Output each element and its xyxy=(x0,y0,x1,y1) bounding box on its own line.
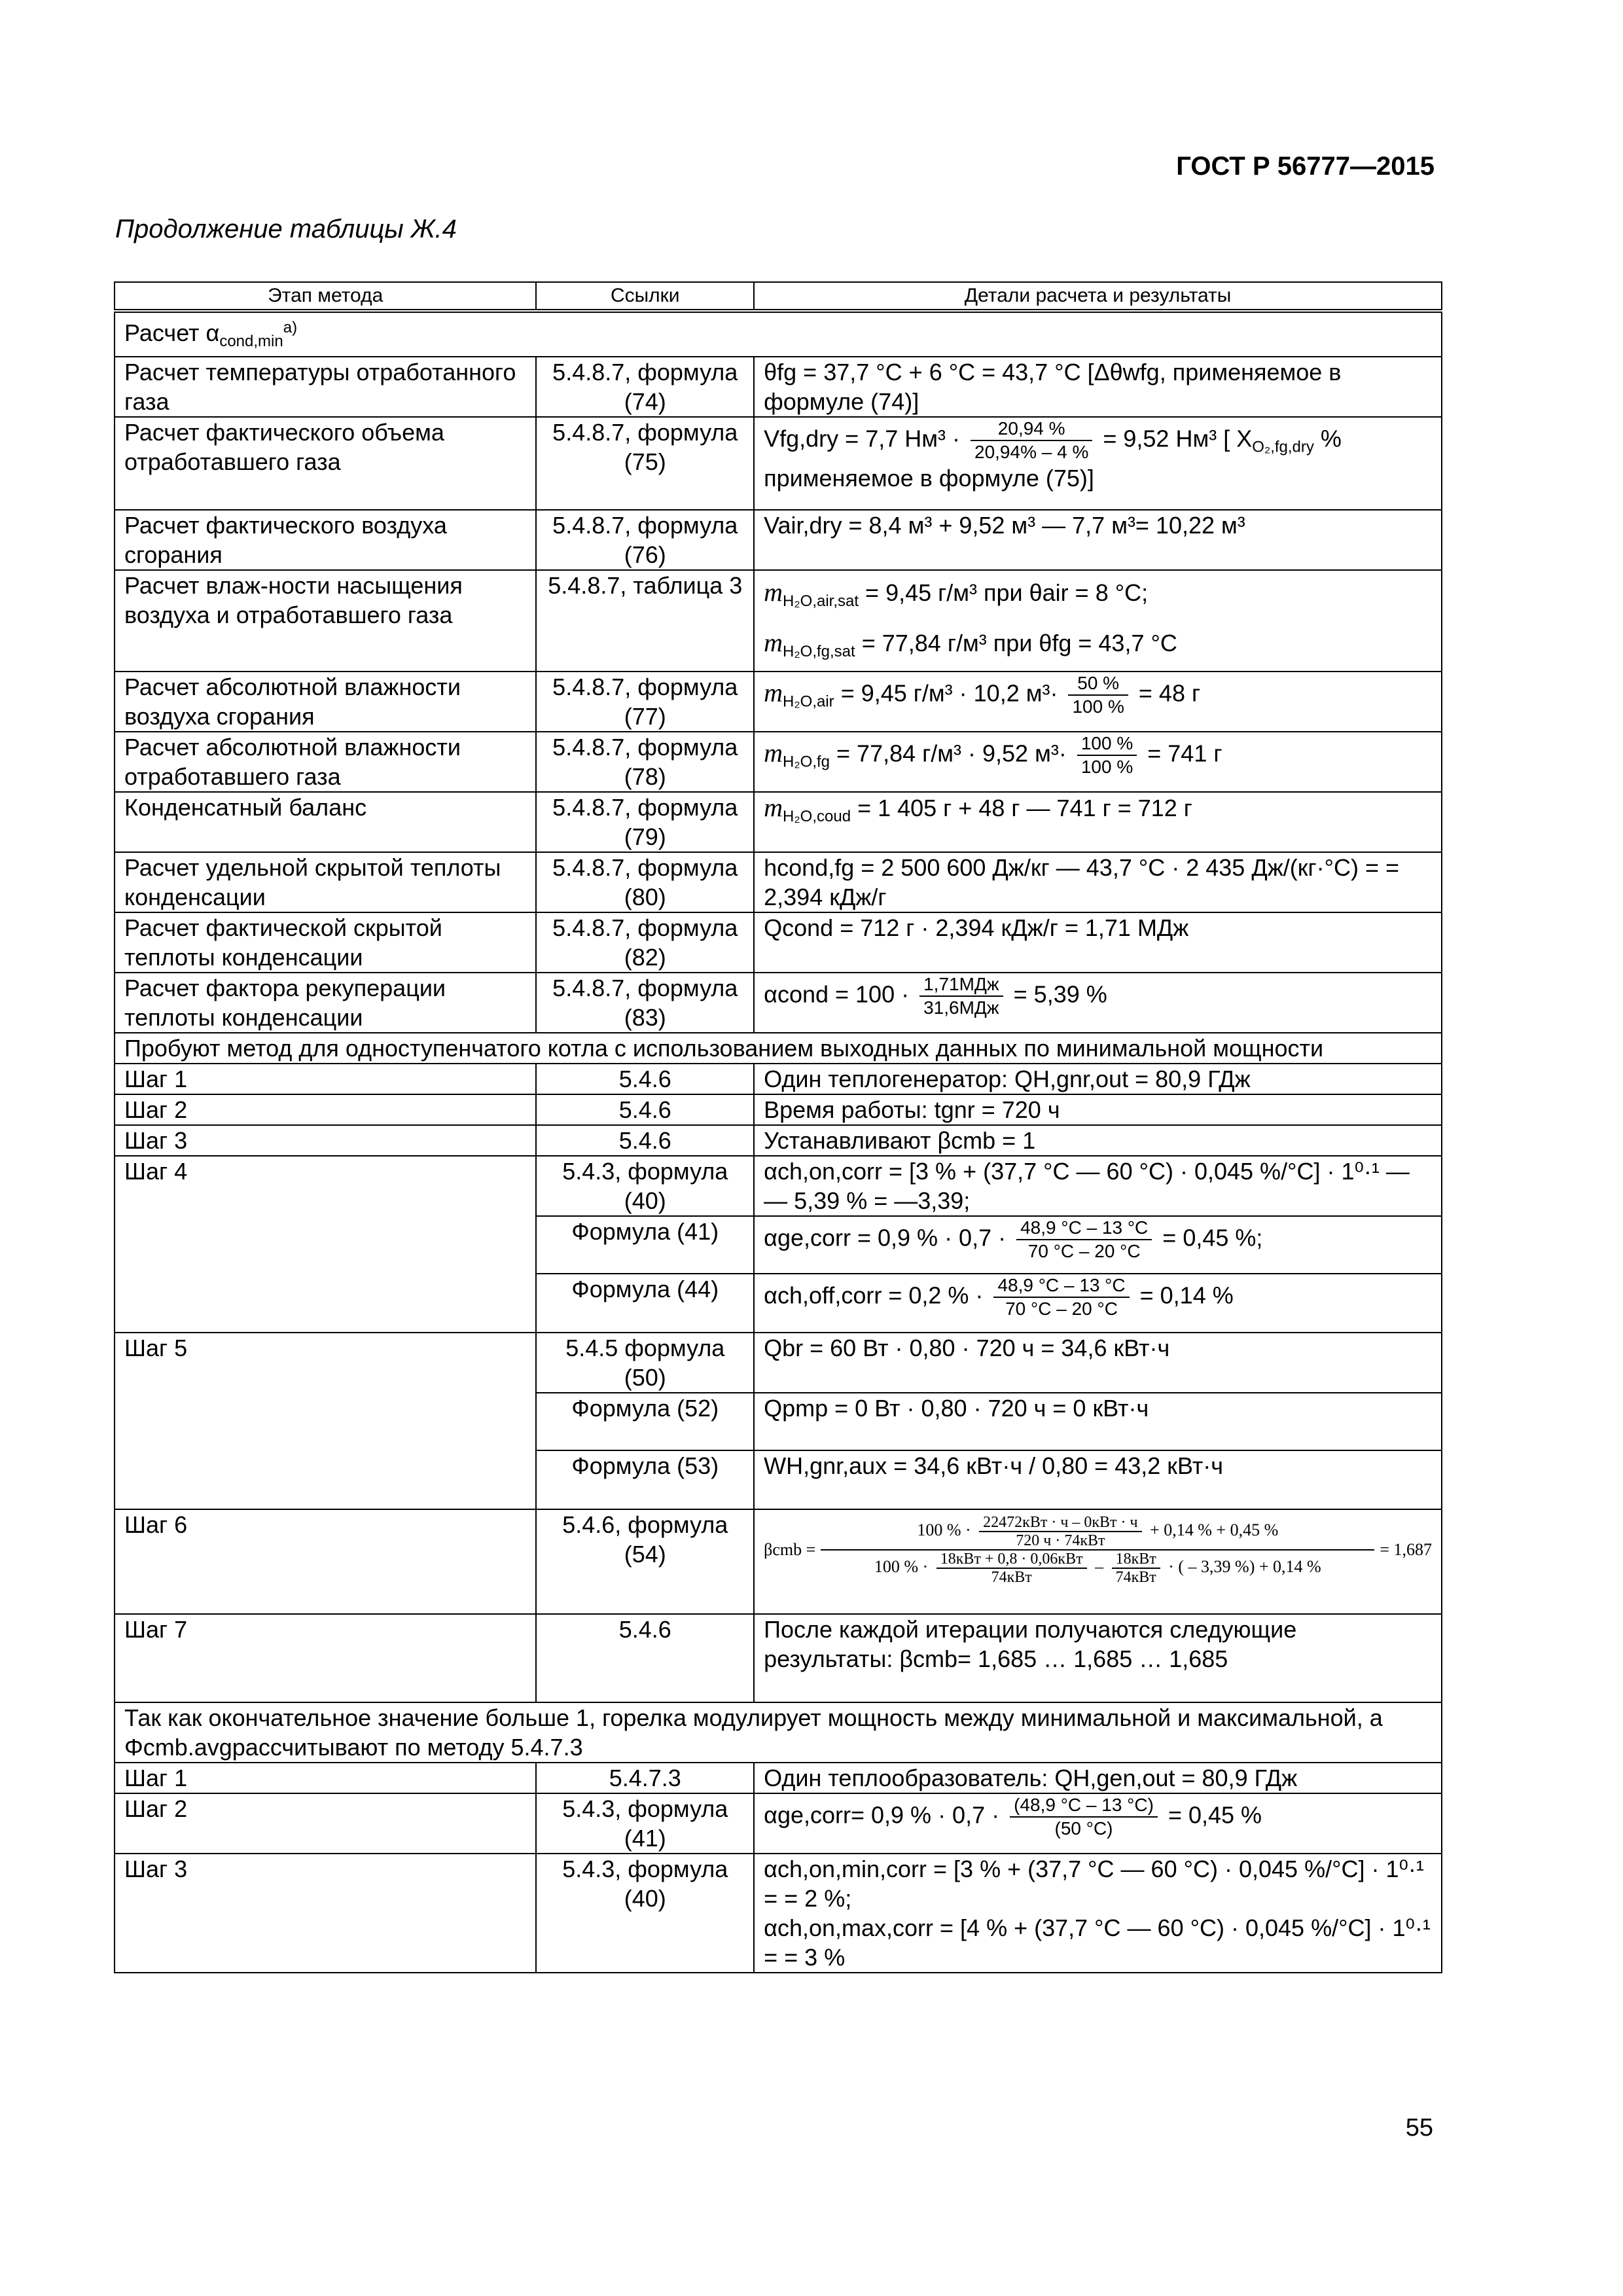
details-cell xyxy=(754,1216,1442,1274)
formula-text: · ( – 3,39 %) + 0,14 % xyxy=(1168,1557,1321,1577)
denominator: (50 °С) xyxy=(1054,1818,1113,1839)
numerator: 20,94 % xyxy=(971,418,1092,441)
reference-cell: 5.4.8.7, формула (78) xyxy=(536,732,754,792)
table-row xyxy=(115,792,1442,852)
step-cell: Шаг 7 xyxy=(115,1614,536,1702)
formula-text: 100 % · xyxy=(874,1557,929,1577)
denominator: 74кВт xyxy=(1115,1569,1156,1587)
section-row xyxy=(115,1702,1442,1763)
step-cell: Шаг 3 xyxy=(115,1125,536,1156)
formula-text: + 0,14 % + 0,45 % xyxy=(1150,1520,1279,1540)
table-row xyxy=(115,357,1442,417)
formula-sub: H₂O,fg xyxy=(783,753,830,771)
fraction xyxy=(821,1514,1374,1586)
details-cell xyxy=(754,1509,1442,1614)
table-row xyxy=(115,672,1442,732)
details-cell: Qpmp = 0 Вт · 0,80 · 720 ч = 0 кВт·ч xyxy=(754,1393,1442,1450)
column-header: Ссылки xyxy=(536,282,754,311)
denominator: 720 ч · 74кВт xyxy=(1016,1532,1105,1550)
formula-text: % xyxy=(1320,425,1342,452)
section-title: Так как окончательное значение больше 1, горелка модулирует мощность между минимальной и максимальной, а Φcmb.avgрассчитывают по методу 5.4.7.3 xyxy=(115,1702,1442,1763)
step-cell: Расчет фактора рекуперации теплоты конденсации xyxy=(115,973,536,1033)
denominator: 31,6МДж xyxy=(923,997,999,1018)
column-header: Этап метода xyxy=(115,282,536,311)
reference-cell: 5.4.6 xyxy=(536,1614,754,1702)
formula-text: = 9,45 г/м³ при θair = 8 °С; xyxy=(865,579,1149,607)
numerator: (48,9 °С – 13 °С) xyxy=(1010,1794,1158,1818)
fraction xyxy=(993,1274,1129,1320)
formula-sub: H₂O,fg,sat xyxy=(783,643,855,661)
table-row xyxy=(115,852,1442,912)
step-cell: Расчет влаж-ности насыщения воздуха и отработавшего газа xyxy=(115,570,536,672)
details-cell xyxy=(754,672,1442,732)
step-cell: Шаг 5 xyxy=(115,1333,536,1509)
table-row xyxy=(115,1094,1442,1125)
formula-text: = 0,45 % xyxy=(1168,1801,1262,1829)
formula-text: = 0,14 % xyxy=(1139,1282,1234,1309)
details-cell xyxy=(754,417,1442,510)
formula-text: = 77,84 г/м³ · 9,52 м³· xyxy=(836,740,1067,767)
table-row xyxy=(115,570,1442,672)
column-header: Детали расчета и результаты xyxy=(754,282,1442,311)
section-title-sub: cond,min xyxy=(219,332,283,351)
denominator: 20,94% – 4 % xyxy=(974,442,1089,463)
table-row xyxy=(115,1125,1442,1156)
details-cell xyxy=(754,570,1442,672)
reference-cell: Формула (53) xyxy=(536,1450,754,1509)
reference-cell: 5.4.3, формула (40) xyxy=(536,1156,754,1216)
details-cell: Время работы: tgnr = 720 ч xyxy=(754,1094,1442,1125)
formula-text: = 9,52 Нм³ [ X xyxy=(1103,425,1253,452)
reference-cell: 5.4.6 xyxy=(536,1064,754,1094)
numerator: 50 % xyxy=(1068,672,1128,696)
formula-text: αch,on,min,corr = [3 % + (37,7 °С — 60 °С) · 0,045 %/°С] · 1⁰·¹ = = 2 %; xyxy=(764,1856,1424,1912)
step-cell: Конденсатный баланс xyxy=(115,792,536,852)
formula-text: 100 % · xyxy=(917,1520,971,1540)
reference-cell: Формула (52) xyxy=(536,1393,754,1450)
details-cell xyxy=(754,792,1442,852)
step-cell: Расчет удельной скрытой теплоты конденсации xyxy=(115,852,536,912)
step-cell: Шаг 3 xyxy=(115,1854,536,1973)
fraction xyxy=(971,418,1092,463)
formula-text: = 77,84 г/м³ при θfg = 43,7 °С xyxy=(861,630,1177,657)
formula-text: αge,corr= 0,9 % · 0,7 · xyxy=(764,1801,1000,1829)
section-title: Расчет α xyxy=(124,319,220,346)
denominator: 70 °С – 20 °С xyxy=(1027,1241,1141,1262)
math-symbol: m xyxy=(764,738,783,768)
reference-cell: 5.4.8.7, формула (83) xyxy=(536,973,754,1033)
formula-sub: H₂O,air,sat xyxy=(783,592,859,611)
numerator xyxy=(821,1514,1374,1551)
numerator: 18кВт + 0,8 · 0,06кВт xyxy=(936,1551,1087,1569)
step-cell: Расчет абсолютной влажности отработавшего газа xyxy=(115,732,536,792)
step-cell: Шаг 1 xyxy=(115,1763,536,1793)
details-cell: Qbr = 60 Вт · 0,80 · 720 ч = 34,6 кВт·ч xyxy=(754,1333,1442,1393)
step-cell: Шаг 2 xyxy=(115,1094,536,1125)
details-cell xyxy=(754,1793,1442,1854)
table-row xyxy=(115,1763,1442,1793)
step-cell: Расчет фактической скрытой теплоты конденсации xyxy=(115,912,536,973)
page-number: 55 xyxy=(1405,2114,1433,2142)
calculation-table xyxy=(114,281,1442,1973)
table-row xyxy=(115,1064,1442,1094)
formula-text: = 5,39 % xyxy=(1013,980,1107,1008)
reference-cell: 5.4.8.7, формула (82) xyxy=(536,912,754,973)
denominator: 100 % xyxy=(1072,696,1124,717)
table-header-row xyxy=(115,282,1442,311)
reference-cell: Формула (44) xyxy=(536,1274,754,1333)
details-cell xyxy=(754,732,1442,792)
formula-sub: H₂O,air xyxy=(783,692,834,711)
document-code: ГОСТ Р 56777—2015 xyxy=(1176,152,1435,181)
table-row xyxy=(115,1333,1442,1393)
details-cell xyxy=(754,1854,1442,1973)
step-cell: Расчет температуры отработанного газа xyxy=(115,357,536,417)
numerator: 22472кВт · ч – 0кВт · ч xyxy=(979,1514,1141,1532)
section-title: Пробуют метод для одноступенчатого котла с использованием выходных данных по минимальной мощности xyxy=(115,1033,1442,1064)
reference-cell: 5.4.8.7, формула (77) xyxy=(536,672,754,732)
fraction xyxy=(1077,732,1137,778)
formula-sub: H₂O,coud xyxy=(783,808,851,826)
details-cell: Qcond = 712 г · 2,394 кДж/г = 1,71 МДж xyxy=(754,912,1442,973)
numerator: 48,9 °С – 13 °С xyxy=(993,1274,1129,1298)
fraction xyxy=(919,973,1003,1019)
step-cell: Шаг 1 xyxy=(115,1064,536,1094)
formula-text: αcond = 100 · xyxy=(764,980,910,1008)
math-symbol: m xyxy=(764,577,783,607)
beta-formula xyxy=(764,1510,1432,1590)
fraction xyxy=(1016,1217,1152,1263)
formula-text: Vfg,dry = 7,7 Нм³ · xyxy=(764,425,960,452)
reference-cell: 5.4.8.7, формула (74) xyxy=(536,357,754,417)
table-row xyxy=(115,1614,1442,1702)
formula-text: = 1 405 г + 48 г — 741 г = 712 г xyxy=(857,795,1192,822)
table-row xyxy=(115,1156,1442,1216)
details-cell: WH,gnr,aux = 34,6 кВт·ч / 0,80 = 43,2 кВт·ч xyxy=(754,1450,1442,1509)
formula-text: – xyxy=(1095,1557,1104,1577)
details-cell: Один теплообразователь: QH,gen,out = 80,9 ГДж xyxy=(754,1763,1442,1793)
formula-text: = 48 г xyxy=(1138,679,1201,707)
formula-sub: O₂,fg,dry xyxy=(1252,438,1314,456)
details-cell: αch,on,corr = [3 % + (37,7 °С — 60 °С) · 0,045 %/°С] · 1⁰·¹ — — 5,39 % = —3,39; xyxy=(754,1156,1442,1216)
step-cell: Расчет фактического объема отработавшего газа xyxy=(115,417,536,510)
numerator: 18кВт xyxy=(1112,1551,1160,1569)
math-symbol: m xyxy=(764,793,783,823)
reference-cell: 5.4.6 xyxy=(536,1094,754,1125)
section-row xyxy=(115,311,1442,357)
formula-text: применяемое в формуле (75)] xyxy=(764,465,1094,492)
reference-cell: 5.4.5 формула (50) xyxy=(536,1333,754,1393)
step-cell: Расчет фактического воздуха сгорания xyxy=(115,510,536,570)
reference-cell: 5.4.6 xyxy=(536,1125,754,1156)
formula-text: = 9,45 г/м³ · 10,2 м³· xyxy=(840,679,1058,707)
denominator: 74кВт xyxy=(991,1569,1032,1587)
table-caption: Продолжение таблицы Ж.4 xyxy=(115,215,457,243)
reference-cell: 5.4.3, формула (41) xyxy=(536,1793,754,1854)
fraction xyxy=(1068,672,1128,718)
reference-cell: Формула (41) xyxy=(536,1216,754,1274)
denominator: 70 °С – 20 °С xyxy=(1005,1299,1118,1319)
reference-cell: 5.4.7.3 xyxy=(536,1763,754,1793)
table-row xyxy=(115,417,1442,510)
denominator: 100 % xyxy=(1080,757,1133,778)
numerator: 1,71МДж xyxy=(919,973,1003,997)
formula-text: αch,on,max,corr = [4 % + (37,7 °С — 60 °С) · 0,045 %/°С] · 1⁰·¹ = = 3 % xyxy=(764,1914,1431,1971)
details-cell: Устанавливают βcmb = 1 xyxy=(754,1125,1442,1156)
reference-cell: 5.4.3, формула (40) xyxy=(536,1854,754,1973)
table-row xyxy=(115,732,1442,792)
table-row xyxy=(115,1854,1442,1973)
formula-text: = 1,687 xyxy=(1380,1540,1432,1560)
formula-text: = 0,45 %; xyxy=(1162,1224,1263,1251)
footnote-mark: a) xyxy=(283,319,298,336)
fraction xyxy=(1010,1794,1158,1840)
details-cell xyxy=(754,1274,1442,1333)
fraction xyxy=(979,1514,1141,1549)
step-cell: Расчет абсолютной влажности воздуха сгорания xyxy=(115,672,536,732)
reference-cell: 5.4.8.7, таблица 3 xyxy=(536,570,754,672)
table-row xyxy=(115,1509,1442,1614)
table-row xyxy=(115,1793,1442,1854)
formula-text: αge,corr = 0,9 % · 0,7 · xyxy=(764,1224,1007,1251)
formula-text: αch,off,corr = 0,2 % · xyxy=(764,1282,984,1309)
section-row xyxy=(115,1033,1442,1064)
details-cell: hcond,fg = 2 500 600 Дж/кг — 43,7 °С · 2 435 Дж/(кг·°С) = = 2,394 кДж/г xyxy=(754,852,1442,912)
numerator: 48,9 °С – 13 °С xyxy=(1016,1217,1152,1240)
fraction xyxy=(936,1551,1087,1586)
denominator xyxy=(821,1551,1374,1586)
reference-cell: 5.4.8.7, формула (75) xyxy=(536,417,754,510)
reference-cell: 5.4.8.7, формула (76) xyxy=(536,510,754,570)
step-cell: Шаг 2 xyxy=(115,1793,536,1854)
step-cell: Шаг 6 xyxy=(115,1509,536,1614)
formula-text: βcmb = xyxy=(764,1540,816,1560)
reference-cell: 5.4.6, формула (54) xyxy=(536,1509,754,1614)
details-cell: Vair,dry = 8,4 м³ + 9,52 м³ — 7,7 м³= 10,22 м³ xyxy=(754,510,1442,570)
reference-cell: 5.4.8.7, формула (80) xyxy=(536,852,754,912)
step-cell: Шаг 4 xyxy=(115,1156,536,1333)
table-row xyxy=(115,912,1442,973)
math-symbol: m xyxy=(764,677,783,708)
reference-cell: 5.4.8.7, формула (79) xyxy=(536,792,754,852)
math-symbol: m xyxy=(764,628,783,658)
formula-text: = 741 г xyxy=(1147,740,1222,767)
fraction xyxy=(1112,1551,1160,1586)
numerator: 100 % xyxy=(1077,732,1137,756)
table-row xyxy=(115,510,1442,570)
details-cell: После каждой итерации получаются следующие результаты: βcmb= 1,685 … 1,685 … 1,685 xyxy=(754,1614,1442,1702)
table-row xyxy=(115,973,1442,1033)
details-cell xyxy=(754,973,1442,1033)
details-cell: Один теплогенератор: QH,gnr,out = 80,9 ГДж xyxy=(754,1064,1442,1094)
details-cell: θfg = 37,7 °С + 6 °С = 43,7 °С [Δθwfg, применяемое в формуле (74)] xyxy=(754,357,1442,417)
